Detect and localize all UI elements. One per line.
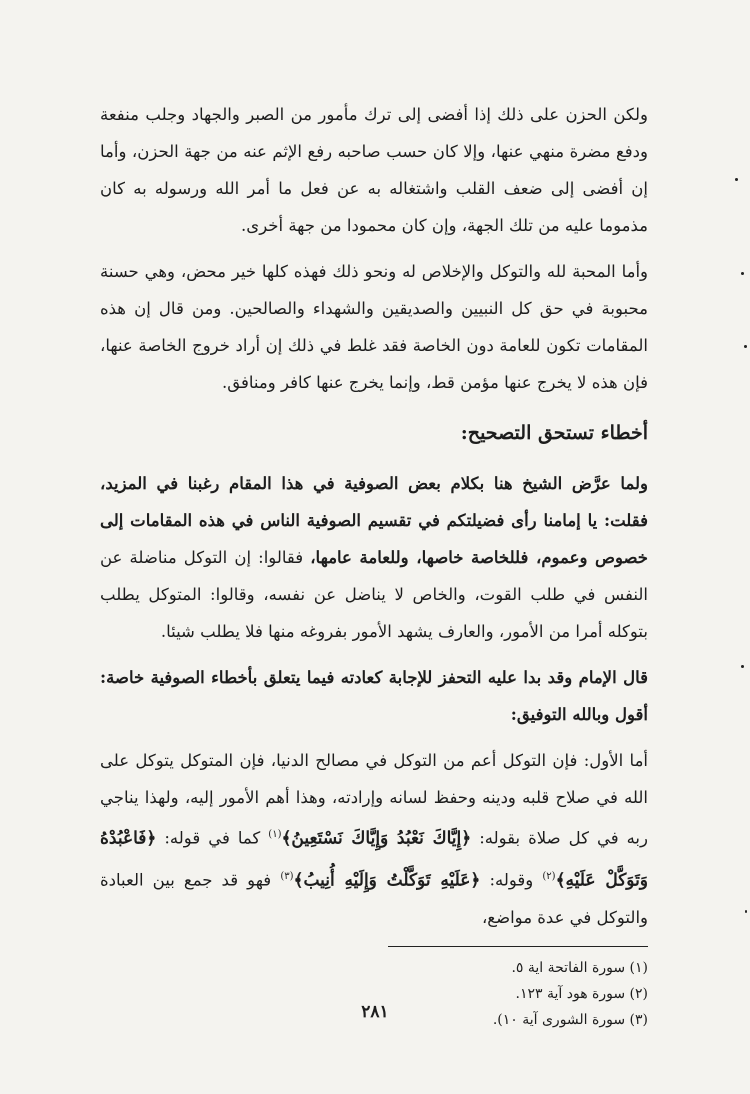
scan-speck <box>735 178 738 181</box>
question-bold-text: ولما عرَّض الشيخ هنا بكلام بعض الصوفية في هذا المقام رغبنا في المزيد، فقلت: يا إمامنا رأى فضيلتكم في تقسيم الصوفية الناس في هذه المقامات إلى خصوص وعموم، فللخاصة خاصها، وللعامة عامها، <box>100 474 649 567</box>
paragraph-first-point <box>100 742 648 936</box>
page-number: ٢٨١ <box>361 1002 389 1022</box>
footnote-ref-2: (٢) <box>542 870 556 882</box>
scan-speck <box>745 910 747 913</box>
footnote-2: (٢) سورة هود آية ١٢٣. <box>515 986 648 1002</box>
section-heading: أخطاء تستحق التصحيح: <box>460 422 648 444</box>
footnote-3: (٣) سورة الشورى آية ١٠). <box>492 1012 648 1028</box>
page-body <box>100 96 648 1033</box>
scan-speck <box>741 272 744 275</box>
footnote-ref-3: (٣) <box>280 870 294 882</box>
scan-speck <box>741 665 744 668</box>
question-rest-text: فقالوا: إن التوكل مناضلة عن النفس في طلب القوت، والخاص لا يناضل عن نفسه، وقالوا: المتوكل يطلب بتوكله أمرا من الأمور، والعارف يشهد الأمور بفروغه منها فلا يطلب شيئا. <box>100 548 648 641</box>
first-point-text-d: فهو قد جمع بين العبادة والتوكل في عدة مواضع، <box>100 870 648 927</box>
paragraph-grief: ولكن الحزن على ذلك إذا أفضى إلى ترك مأمور من الصبر والجهاد وجلب منفعة ودفع مضرة منهي عنها، وإلا كان حسب صاحبه رفع الإثم عنه من جهة الحزن، وأما إن أفضى إلى ضعف القلب واشتغاله به عن فعل ما أمر الله ورسوله به كان مذموما عليه من تلك الجهة، وإن كان محمودا من جهة أخرى. <box>100 105 648 235</box>
paragraph-imam-answer-intro: قال الإمام وقد بدا عليه التحفز للإجابة كعادته فيما يتعلق بأخطاء الصوفية خاصة: أقول وبالله التوفيق: <box>100 668 648 724</box>
quran-verse-3: ﴿عَلَيْهِ تَوَكَّلْتُ وَإِلَيْهِ أُنِيبُ﴾ <box>293 870 481 890</box>
paragraph-love-trust: وأما المحبة لله والتوكل والإخلاص له ونحو ذلك فهذه كلها خير محض، وهي حسنة محبوبة في حق كل النبيين والصديقين والشهداء والصالحين. ومن قال إن هذه المقامات تكون للعامة دون الخاصة فقد غلط في ذلك إن أراد خروج الخاصة عنها، فإن هذه لا يخرج عنها مؤمن قط، وإنما يخرج عنها كافر ومنافق. <box>100 262 648 392</box>
first-point-text-c: وقوله: <box>480 870 543 889</box>
scan-speck <box>744 345 747 348</box>
quran-verse-2: ﴿فَاعْبُدْهُ وَتَوَكَّلْ عَلَيْهِ﴾ <box>100 828 649 890</box>
quran-verse-1: ﴿إِيَّاكَ نَعْبُدُ وَإِيَّاكَ نَسْتَعِينُ﴾ <box>281 828 472 849</box>
footnote-ref-1: (١) <box>268 829 282 840</box>
footnote-1: (١) سورة الفاتحة اية ٥. <box>511 960 648 976</box>
paragraph-sufi-question <box>100 465 648 650</box>
first-point-text-a: أما الأول: فإن التوكل أعم من التوكل في مصالح الدنيا، فإن المتوكل يتوكل على الله في صلاح قلبه ودينه وحفظ لسانه وإرادته، وهذا أهم الأمور إليه، ولهذا يناجي ربه في كل صلاة بقوله: <box>100 751 648 848</box>
footnote-divider <box>388 946 648 947</box>
first-point-text-b: كما في قوله: <box>156 828 269 848</box>
